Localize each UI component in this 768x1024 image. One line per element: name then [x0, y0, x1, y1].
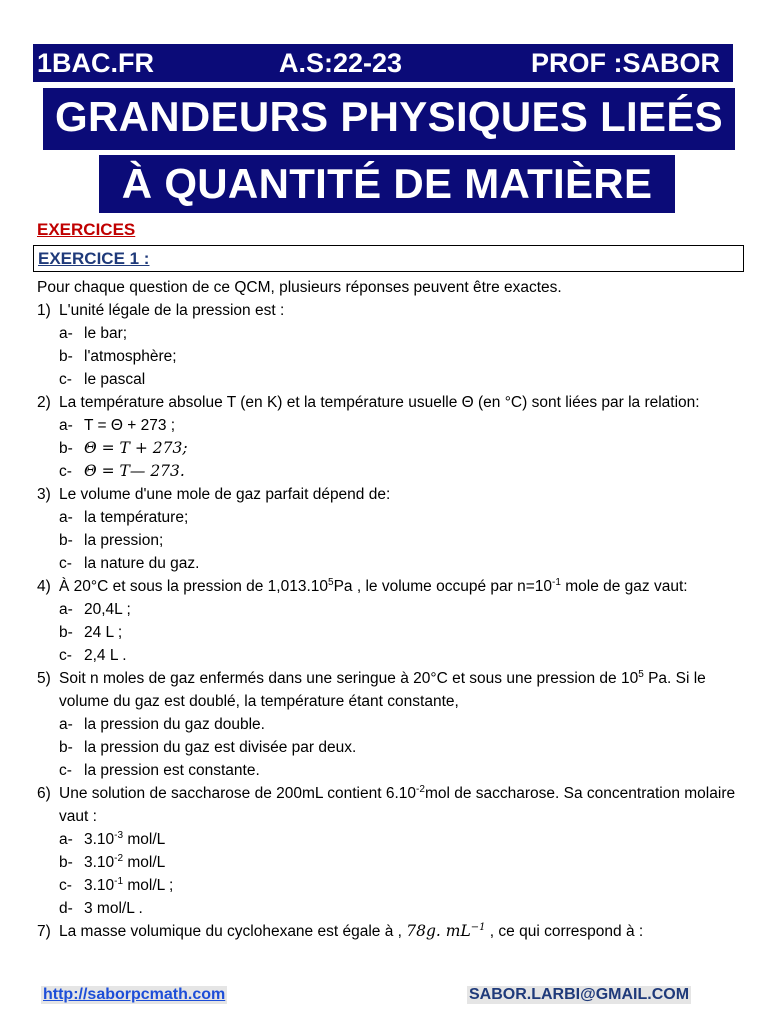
option-letter: a-	[59, 716, 73, 733]
question-number: 4)	[37, 578, 51, 595]
option-letter: b-	[59, 739, 73, 756]
option	[37, 621, 747, 644]
option	[37, 506, 747, 529]
school-year: A.S:22-23	[279, 48, 403, 78]
option-text: la pression du gaz double.	[84, 716, 265, 733]
option	[37, 552, 747, 575]
question-7	[37, 920, 747, 943]
question-number: 3)	[37, 486, 51, 503]
option-letter: c-	[59, 371, 72, 388]
option-letter: b-	[59, 532, 73, 549]
option	[37, 851, 747, 874]
question-text: Le volume d'une mole de gaz parfait dépend de:	[59, 486, 391, 503]
option-letter: c-	[59, 555, 72, 572]
question-text: À 20°C et sous la pression de 1,013.10$^5$Pa , le volume occupé par $n=10^{-1}$ mole de gaz vaut:	[59, 576, 688, 595]
exercise-title: EXERCICE 1 :	[38, 249, 150, 268]
option-letter: c-	[59, 647, 72, 664]
option-letter: b-	[59, 624, 73, 641]
option-text: l'atmosphère;	[84, 348, 177, 365]
option	[37, 529, 747, 552]
question-3	[37, 483, 747, 506]
option	[37, 460, 747, 483]
option	[37, 414, 747, 437]
question-4	[37, 575, 747, 598]
option-text: T = Θ + 273 ;	[84, 417, 176, 434]
question-text: La masse volumique du cyclohexane est égale à , 78g. $mL^{-1}$ , ce qui correspond à :	[59, 921, 644, 940]
exercices-heading: EXERCICES	[37, 220, 136, 239]
option-text: $3.10^{-2}$ mol/L	[84, 852, 166, 871]
question-number: 5)	[37, 670, 51, 687]
question-number: 6)	[37, 785, 51, 802]
option	[37, 598, 747, 621]
option-text: Θ = T + 273;	[84, 439, 188, 457]
option-letter: a-	[59, 509, 73, 526]
option-text: $3.10^{-3}$ mol/L	[84, 829, 166, 848]
option-letter: c-	[59, 463, 72, 480]
option-text: Θ = T— 273.	[84, 462, 185, 480]
title-line-1: GRANDEURS PHYSIQUES LIEÉS	[55, 93, 723, 140]
option	[37, 897, 747, 920]
website-link[interactable]: http://saborpcmath.com	[43, 986, 226, 1003]
option-text: la pression est constante.	[84, 762, 260, 779]
title-banner-1	[43, 88, 735, 150]
question-text: Soit n moles de gaz enfermés dans une seringue à 20°C et sous une pression de $10^5$ Pa. Si le volume du gaz est doublé, la température étant constante,	[59, 668, 706, 710]
option-text: la pression;	[84, 532, 164, 549]
option-text: le pascal	[84, 371, 146, 388]
question-2	[37, 391, 747, 414]
header-bar	[33, 44, 733, 82]
option-letter: b-	[59, 440, 73, 457]
option	[37, 874, 747, 897]
option-text: la pression du gaz est divisée par deux.	[84, 739, 357, 756]
question-5	[37, 667, 747, 713]
option-letter: d-	[59, 900, 73, 917]
option	[37, 345, 747, 368]
question-text: La température absolue T (en K) et la température usuelle Θ (en °C) sont liées par la relation:	[59, 394, 700, 411]
option	[37, 759, 747, 782]
option-text: le bar;	[84, 325, 128, 342]
option-letter: a-	[59, 831, 73, 848]
option-text: la température;	[84, 509, 189, 526]
question-text: L'unité légale de la pression est :	[59, 302, 285, 319]
option-letter: c-	[59, 762, 72, 779]
option-text: 20,4L ;	[84, 601, 131, 618]
title-banner-2	[99, 155, 675, 213]
option	[37, 828, 747, 851]
option	[37, 437, 747, 460]
prof-name: PROF :SABOR	[531, 48, 720, 78]
option-letter: b-	[59, 348, 73, 365]
option-text: 2,4 L .	[84, 647, 127, 664]
exercise-title-box	[33, 245, 744, 272]
exercise-content	[37, 276, 747, 943]
question-number: 7)	[37, 923, 51, 940]
option-letter: a-	[59, 325, 73, 342]
question-1	[37, 299, 747, 322]
option-text: 3 mol/L .	[84, 900, 143, 917]
question-text: Une solution de saccharose de 200mL contient $6.10^{-2}mol$ de saccharose. Sa concentration molaire vaut :	[59, 783, 736, 825]
option-text: la nature du gaz.	[84, 555, 200, 572]
option-letter: a-	[59, 601, 73, 618]
option-letter: c-	[59, 877, 72, 894]
option	[37, 368, 747, 391]
email-address: SABOR.LARBI@GMAIL.COM	[469, 986, 690, 1003]
site-name: 1BAC.FR	[37, 48, 155, 78]
title-line-2: À QUANTITÉ DE MATIÈRE	[121, 160, 653, 207]
intro-text: Pour chaque question de ce QCM, plusieurs réponses peuvent être exactes.	[37, 279, 562, 296]
option-text: $3.10^{-1}$ mol/L ;	[84, 875, 174, 894]
option-text: 24 L ;	[84, 624, 123, 641]
option	[37, 644, 747, 667]
option-letter: a-	[59, 417, 73, 434]
option	[37, 322, 747, 345]
option	[37, 736, 747, 759]
question-number: 1)	[37, 302, 51, 319]
option-letter: b-	[59, 854, 73, 871]
question-number: 2)	[37, 394, 51, 411]
question-6	[37, 782, 747, 828]
option	[37, 713, 747, 736]
